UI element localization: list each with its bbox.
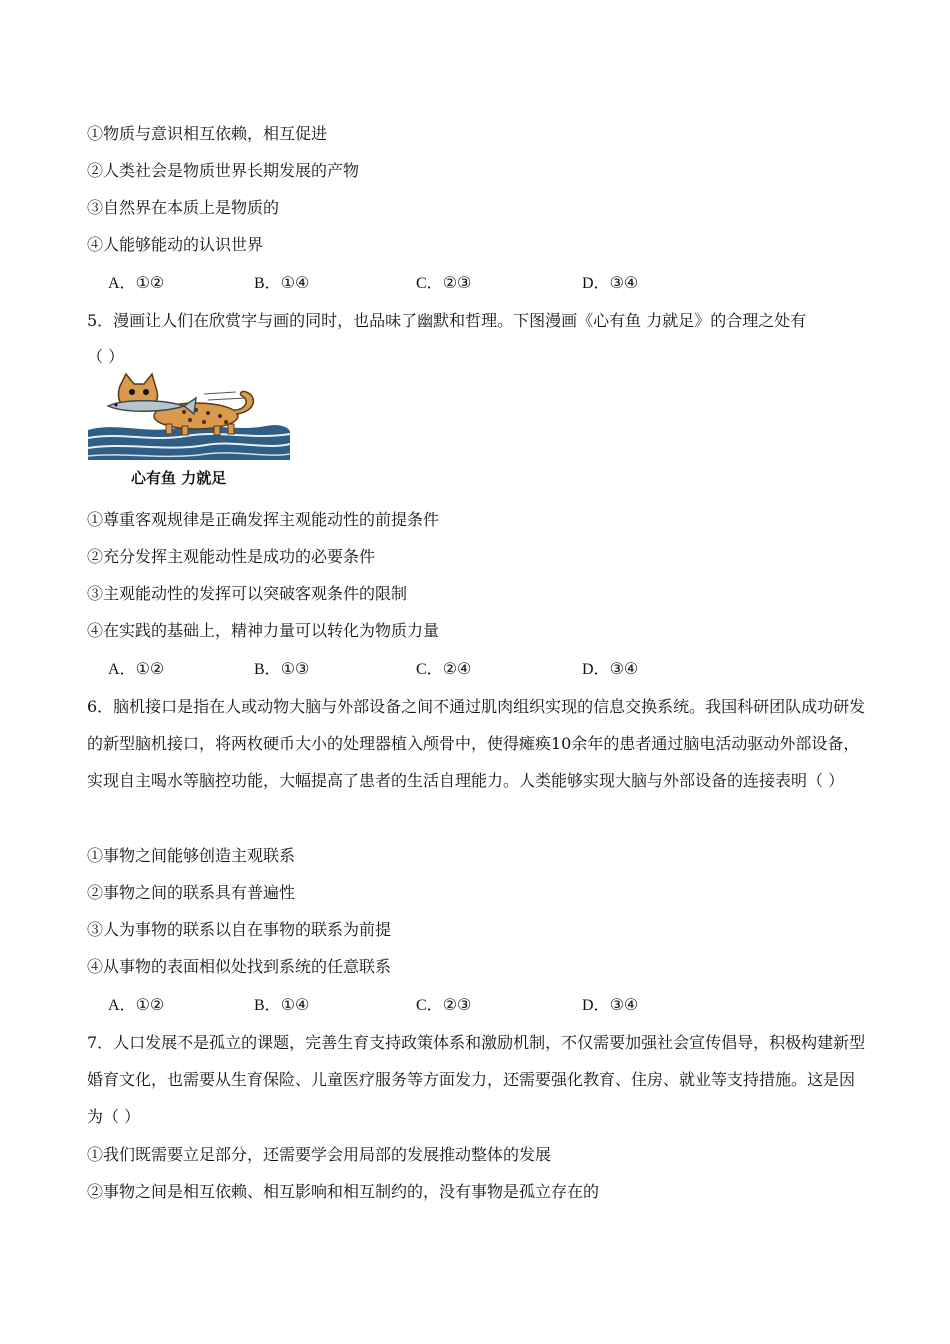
q6-option-a[interactable]: A．①② [108, 995, 165, 1014]
q4-item-2: ②人类社会是物质世界长期发展的产物 [87, 161, 360, 180]
q4-option-a[interactable]: A．①② [108, 273, 165, 292]
q5-item-1: ①尊重客观规律是正确发挥主观能动性的前提条件 [87, 510, 440, 529]
cat-with-fish-cartoon [86, 372, 292, 464]
q5-item-2: ②充分发挥主观能动性是成功的必要条件 [87, 547, 376, 566]
cat-tail [234, 391, 253, 414]
q4-option-c[interactable]: C．②③ [416, 273, 472, 292]
q4-options [108, 272, 868, 294]
q4-option-d[interactable]: D．③④ [582, 273, 639, 292]
cartoon-caption: 心有鱼 力就足 [131, 469, 227, 487]
q5-option-a[interactable]: A．①② [108, 659, 165, 678]
q4-item-3: ③自然界在本质上是物质的 [87, 198, 280, 217]
q6-options [108, 994, 868, 1016]
q6-item-1: ①事物之间能够创造主观联系 [87, 846, 296, 865]
q5-stem-line1: 5．漫画让人们在欣赏字与画的同时，也品味了幽默和哲理。下图漫画《心有鱼 力就足》的合理之处有 [87, 311, 807, 330]
q5-item-3: ③主观能动性的发挥可以突破客观条件的限制 [87, 584, 408, 603]
q4-item-1: ①物质与意识相互依赖，相互促进 [87, 124, 328, 143]
q7-item-1: ①我们既需要立足部分，还需要学会用局部的发展推动整体的发展 [87, 1145, 552, 1164]
q6-option-d[interactable]: D．③④ [582, 995, 639, 1014]
q6-item-4: ④从事物的表面相似处找到系统的任意联系 [87, 957, 392, 976]
q5-options [108, 658, 868, 680]
q6-option-b[interactable]: B．①④ [254, 995, 310, 1014]
q5-option-c[interactable]: C．②④ [416, 659, 472, 678]
q5-stem-line2: （ ） [87, 347, 125, 366]
q5-option-d[interactable]: D．③④ [582, 659, 639, 678]
q6-item-3: ③人为事物的联系以自在事物的联系为前提 [87, 920, 392, 939]
q6-option-c[interactable]: C．②③ [416, 995, 472, 1014]
q4-item-4: ④人能够能动的认识世界 [87, 235, 264, 254]
q7-item-2: ②事物之间是相互依赖、相互影响和相互制约的，没有事物是孤立存在的 [87, 1182, 600, 1201]
q5-item-4: ④在实践的基础上，精神力量可以转化为物质力量 [87, 621, 440, 640]
q5-option-b[interactable]: B．①③ [254, 659, 310, 678]
q4-option-b[interactable]: B．①④ [254, 273, 310, 292]
q6-stem: 6．脑机接口是指在人或动物大脑与外部设备之间不通过肌肉组织实现的信息交换系统。我国科研团队成功研发的新型脑机接口，将两枚硬币大小的处理器植入颅骨中，使得瘫痪10余年的患者通过脑电活动驱动外部设备，实现自主喝水等脑控功能，大幅提高了患者的生活自理能力。人类能够实现大脑与外部设备的连接表明（ ） [87, 697, 866, 790]
q6-item-2: ②事物之间的联系具有普遍性 [87, 883, 296, 902]
q7-stem: 7．人口发展不是孤立的课题，完善生育支持政策体系和激励机制，不仅需要加强社会宣传倡导，积极构建新型婚育文化，也需要从生育保险、儿童医疗服务等方面发力，还需要强化教育、住房、就业等支持措施。这是因为（ ） [87, 1033, 866, 1126]
